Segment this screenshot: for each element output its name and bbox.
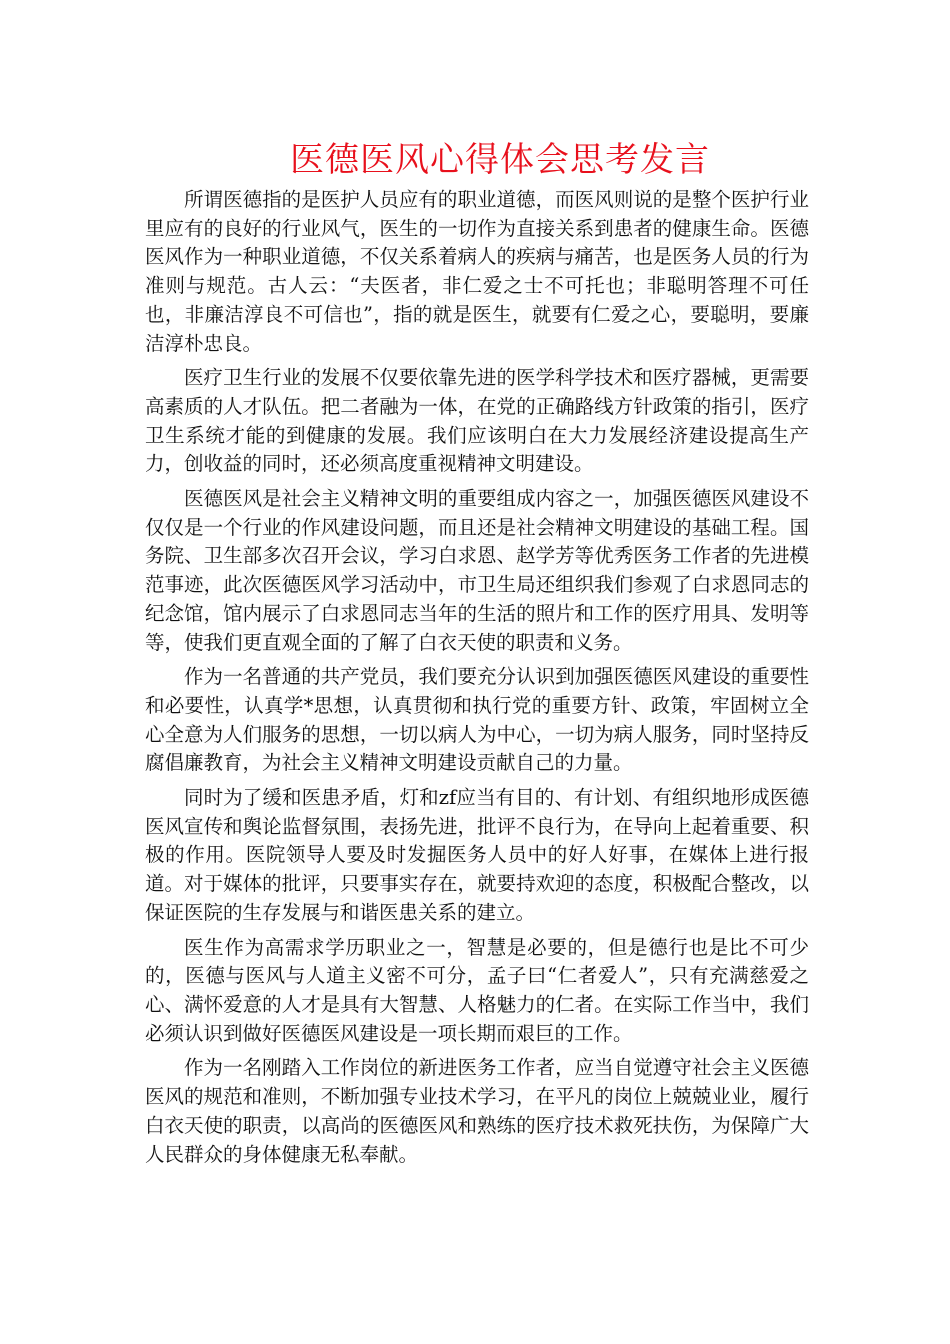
paragraph: 医疗卫生行业的发展不仅要依靠先进的医学科学技术和医疗器械，更需要高素质的人才队伍。把二者融为一体，在党的正确路线方针政策的指引，医疗卫生系统才能的到健康的发展。我们应该明白在大力发展经济建设提高生产力，创收益的同时，还必须高度重视精神文明建设。 — [145, 366, 809, 476]
document-body — [145, 186, 809, 1175]
paragraph: 医德医风是社会主义精神文明的重要组成内容之一，加强医德医风建设不仅仅是一个行业的作风建设问题，而且还是社会精神文明建设的基础工程。国务院、卫生部多次召开会议，学习白求恩、赵学芳等优秀医务工作者的先进模范事迹，此次医德医风学习活动中，市卫生局还组织我们参观了白求恩同志的纪念馆，馆内展示了白求恩同志当年的生活的照片和工作的医疗用具、发明等等，使我们更直观全面的了解了白衣天使的职责和义务。 — [145, 487, 809, 654]
paragraph: 同时为了缓和医患矛盾，灯和zf应当有目的、有计划、有组织地形成医德医风宣传和舆论监督氛围，表扬先进，批评不良行为，在导向上起着重要、积极的作用。医院领导人要及时发掘医务人员中的好人好事，在媒体上进行报道。对于媒体的批评，只要事实存在，就要持欢迎的态度，积极配合整改，以保证医院的生存发展与和谐医患关系的建立。 — [145, 786, 809, 924]
paragraph: 所谓医德指的是医护人员应有的职业道德，而医风则说的是整个医护行业里应有的良好的行业风气，医生的一切作为直接关系到患者的健康生命。医德医风作为一种职业道德，不仅关系着病人的疾病与痛苦，也是医务人员的行为准则与规范。古人云：“夫医者，非仁爱之士不可托也；非聪明答理不可任也，非廉洁淳良不可信也”，指的就是医生，就要有仁爱之心，要聪明，要廉洁淳朴忠良。 — [145, 188, 809, 355]
document-title: 医德医风心得体会思考发言 — [290, 140, 710, 180]
paragraph: 医生作为高需求学历职业之一，智慧是必要的，但是德行也是比不可少的，医德与医风与人道主义密不可分，孟子曰“仁者爱人”，只有充满慈爱之心、满怀爱意的人才是具有大智慧、人格魅力的仁者。在实际工作当中，我们必须认识到做好医德医风建设是一项长期而艰巨的工作。 — [145, 935, 809, 1045]
paragraph: 作为一名普通的共产党员，我们要充分认识到加强医德医风建设的重要性和必要性，认真学*思想，认真贯彻和执行党的重要方针、政策，牢固树立全心全意为人们服务的思想，一切以病人为中心，一切为病人服务，同时坚持反腐倡廉教育，为社会主义精神文明建设贡献自己的力量。 — [145, 665, 809, 775]
paragraph: 作为一名刚踏入工作岗位的新进医务工作者，应当自觉遵守社会主义医德医风的规范和准则，不断加强专业技术学习，在平凡的岗位上兢兢业业，履行白衣天使的职责，以高尚的医德医风和熟练的医疗技术救死扶伤，为保障广大人民群众的身体健康无私奉献。 — [145, 1056, 809, 1166]
